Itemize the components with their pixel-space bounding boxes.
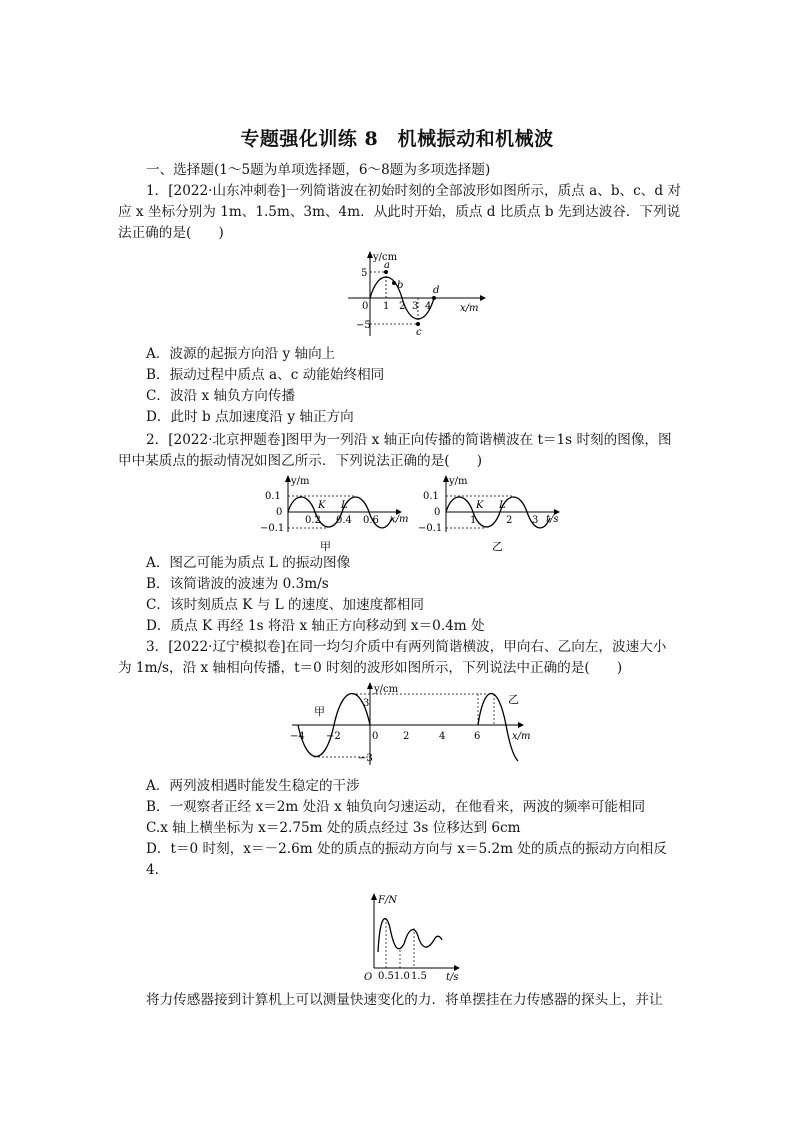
q4-force-figure — [356, 892, 466, 982]
svg-text:K: K — [476, 500, 484, 511]
q1-option-c: C．波沿 x 轴负方向传播 — [146, 388, 296, 404]
svg-text:2: 2 — [399, 301, 406, 312]
q3-wave-figure — [284, 681, 540, 767]
svg-text:O: O — [364, 972, 373, 982]
svg-text:0.1: 0.1 — [423, 491, 439, 502]
svg-text:0.2: 0.2 — [305, 515, 321, 526]
svg-text:3: 3 — [532, 515, 539, 526]
svg-text:y/m: y/m — [291, 476, 310, 487]
svg-text:F/N: F/N — [378, 895, 398, 906]
y-axis-label: y/cm — [373, 252, 398, 263]
q1-option-a: A．波源的起振方向沿 y 轴向上 — [146, 346, 336, 362]
q1-option-d: D．此时 b 点加速度沿 y 轴正方向 — [146, 409, 354, 425]
q2-option-b: B．该简谐波的波速为 0.3m/s — [146, 576, 329, 592]
q1-line-1: 1．[2022·山东冲刺卷]一列简谐波在初始时刻的全部波形如图所示，质点 a、b、c、d 对 — [146, 183, 681, 199]
q3-line-2: 为 1m/s，沿 x 轴相向传播，t＝0 时刻的波形如图所示，下列说法中正确的是( ) — [118, 660, 623, 676]
svg-text:L: L — [499, 500, 506, 511]
svg-text:L: L — [341, 500, 348, 511]
q2-option-d: D．质点 K 再经 1s 将沿 x 轴正方向移动到 x＝0.4m 处 — [146, 618, 485, 634]
svg-text:0.4: 0.4 — [336, 515, 352, 526]
svg-text:−4: −4 — [290, 731, 305, 742]
svg-text:2: 2 — [506, 515, 513, 526]
section-heading: 一、选择题(1～5题为单项选择题，6～8题为多项选择题) — [146, 162, 491, 178]
svg-text:0.6: 0.6 — [363, 515, 379, 526]
caption-jia: 甲 — [320, 540, 331, 553]
caption-yi: 乙 — [492, 540, 503, 553]
svg-text:0: 0 — [372, 731, 379, 742]
svg-text:4: 4 — [439, 731, 446, 742]
svg-text:3: 3 — [412, 301, 419, 312]
svg-text:t/s: t/s — [546, 514, 559, 525]
svg-text:3: 3 — [363, 698, 370, 709]
svg-text:d: d — [433, 285, 440, 296]
svg-text:1: 1 — [470, 515, 477, 526]
svg-text:1.0: 1.0 — [394, 971, 410, 982]
svg-text:t/s: t/s — [446, 972, 459, 982]
q3-option-c: C.x 轴上横坐标为 x＝2.75m 处的质点经过 3s 位移达到 6cm — [146, 820, 521, 836]
svg-text:b: b — [397, 280, 404, 291]
svg-text:甲: 甲 — [314, 705, 325, 718]
q2-line-2: 甲中某质点的振动情况如图乙所示．下列说法正确的是( ) — [118, 453, 483, 469]
svg-text:0: 0 — [434, 507, 441, 518]
svg-text:y/cm: y/cm — [374, 684, 399, 695]
q2-figure-yi — [418, 474, 568, 556]
q4-line-1: 将力传感器接到计算机上可以测量快速变化的力．将单摆挂在力传感器的探头上，并让 — [146, 992, 663, 1008]
svg-text:4: 4 — [425, 301, 432, 312]
svg-text:−0.1: −0.1 — [260, 523, 285, 534]
svg-text:2: 2 — [403, 731, 410, 742]
q3-option-b: B．一观察者正经 x＝2m 处沿 x 轴负向匀速运动，在他看来，两波的频率可能相同 — [146, 799, 646, 815]
point-c — [416, 322, 420, 326]
svg-text:0.5: 0.5 — [378, 971, 394, 982]
svg-text:0.1: 0.1 — [265, 491, 281, 502]
q3-option-a: A．两列波相遇时能发生稳定的干涉 — [146, 778, 360, 794]
svg-text:−2: −2 — [326, 731, 341, 742]
svg-text:y/m: y/m — [449, 476, 468, 487]
svg-text:−0.1: −0.1 — [418, 523, 443, 534]
point-d — [432, 296, 436, 300]
q3-option-d: D．t＝0 时刻，x＝－2.6m 处的质点的振动方向与 x＝5.2m 处的质点的振动方向相反 — [146, 841, 667, 857]
q3-line-1: 3．[2022·辽宁模拟卷]在同一均匀介质中有两列简谐横波，甲向右、乙向左，波速大小 — [146, 639, 667, 655]
page-title: 专题强化训练 8 机械振动和机械波 — [240, 128, 554, 150]
svg-text:c: c — [416, 327, 422, 338]
svg-text:x/m: x/m — [512, 731, 531, 742]
svg-text:−3: −3 — [358, 753, 373, 764]
q1-line-2: 应 x 坐标分别为 1m、1.5m、3m、4m．从此时开始，质点 d 比质点 b 先到达波谷．下列说 — [118, 204, 681, 220]
point-b — [392, 281, 396, 285]
q2-option-c: C．该时刻质点 K 与 L 的速度、加速度都相同 — [146, 597, 424, 613]
svg-text:a: a — [384, 260, 390, 271]
svg-text:6: 6 — [474, 731, 481, 742]
svg-text:K: K — [318, 500, 326, 511]
q2-figure-jia — [258, 474, 408, 556]
q4-number: 4. — [146, 862, 159, 878]
svg-text:乙: 乙 — [508, 693, 519, 706]
svg-text:0: 0 — [276, 507, 283, 518]
svg-text:−5: −5 — [356, 320, 371, 331]
q1-option-b: B．振动过程中质点 a、c 动能始终相同 — [146, 367, 385, 383]
svg-text:5: 5 — [361, 268, 368, 279]
x-axis-label: x/m — [460, 303, 479, 314]
svg-text:1.5: 1.5 — [411, 971, 427, 982]
svg-text:1: 1 — [383, 301, 390, 312]
q2-option-a: A．图乙可能为质点 L 的振动图像 — [146, 555, 351, 571]
svg-text:x/m: x/m — [390, 514, 408, 525]
q1-wave-figure — [340, 248, 490, 340]
q2-line-1: 2．[2022·北京押题卷]图甲为一列沿 x 轴正向传播的简谐横波在 t＝1s 时刻的图像，图 — [146, 432, 672, 448]
q1-line-3: 法正确的是( ) — [118, 225, 224, 241]
svg-text:0: 0 — [362, 301, 369, 312]
